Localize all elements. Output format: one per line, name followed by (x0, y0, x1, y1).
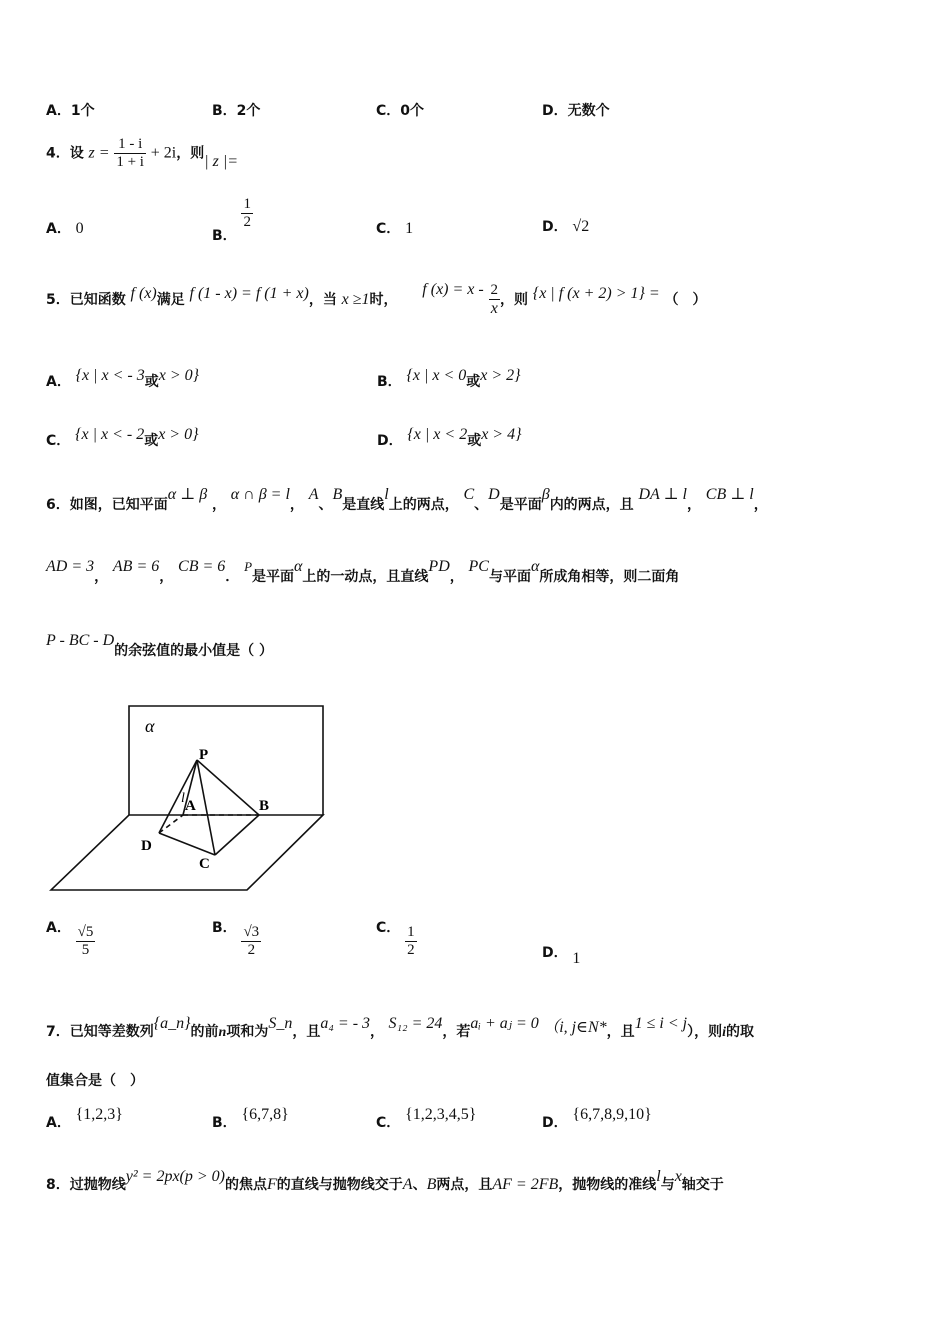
q5-option-c: C． {x | x < - 2或x > 0} (46, 426, 199, 449)
q6-line3: P - BC - D的余弦值的最小值是（ ） (46, 632, 274, 659)
q3-option-b: B．2个 (212, 103, 261, 119)
q5-fx: f (x) (130, 285, 157, 302)
edge-PD (159, 760, 197, 833)
fig-label-l: l (181, 791, 185, 806)
q4-absz: | z |= (204, 152, 239, 170)
edge-DC (159, 833, 215, 855)
q4-option-b: B． $\frac{1}{2}$ (212, 196, 251, 244)
q7-line2: 值集合是（ ） (46, 1073, 144, 1089)
fig-label-P: P (199, 747, 209, 763)
q5-fraction: $\frac{2}{x}$ (490, 282, 499, 317)
q6-option-a: A． $\frac{√5}{5}$ (46, 919, 94, 958)
q4-options (46, 196, 906, 246)
q4-option-a: A． 0 (46, 220, 84, 237)
q5-set: {x | f (x + 2) > 1} = (532, 285, 660, 302)
q6-option-b: B． $\frac{√3}{2}$ (212, 919, 260, 958)
plane-beta (51, 815, 323, 890)
fig-label-alpha: α (145, 716, 155, 736)
q4-plus: + 2i (150, 144, 177, 162)
q5-stem: 5．已知函数 f (x)满足 f (1 - x) = f (1 + x)，当 x ≥1时， f (x) = x - $\frac{2}{x}$ ，则 {x | f (x + 2) > 1} = （ ） (46, 281, 707, 317)
q4-number: 4．设 (46, 145, 84, 162)
q5-options-ab (46, 365, 906, 395)
fig-label-A: A (185, 798, 196, 814)
q6-figure (45, 700, 335, 895)
q4-stem (46, 136, 238, 171)
q6-options (46, 919, 906, 976)
q6-line1: 6．如图，已知平面α ⊥ β ， α ∩ β = l， A、B是直线l上的两点， C、D是平面β内的两点，且 DA ⊥ l， CB ⊥ l， (46, 486, 768, 513)
q5-fdef: f (x) = x - (422, 281, 484, 298)
q8-line1: 8．过抛物线y² = 2px(p > 0)的焦点F的直线与抛物线交于A、B两点，且AF = 2FB，抛物线的准线l与x轴交于 (46, 1168, 724, 1193)
q4-fraction: $\frac{1 - i}{1 + i}$ (116, 136, 144, 170)
q5-option-d: D． {x | x < 2或x > 4} (377, 426, 522, 449)
q3-option-d: D．无数个 (542, 103, 610, 119)
fig-label-B: B (259, 798, 270, 814)
q7-option-b: B． {6,7,8} (212, 1106, 289, 1131)
q4-option-c: C． 1 (376, 220, 414, 237)
plane-alpha (129, 706, 323, 815)
q5-option-b: B． {x | x < 0或x > 2} (377, 367, 521, 390)
q3-option-a: A．1个 (46, 103, 95, 119)
q7-option-d: D． {6,7,8,9,10} (542, 1106, 652, 1131)
q7-option-a: A． {1,2,3} (46, 1106, 123, 1131)
q7-line1: 7．已知等差数列{a_n}的前n项和为S_n，且a₄ = - 3， S₁₂ = 24，若aᵢ + aⱼ = 0 （i, j∈N*，且1 ≤ i < j），则i的取 (46, 1015, 754, 1040)
q5-option-a: A． {x | x < - 3或x > 0} (46, 367, 200, 390)
fig-label-C: C (199, 856, 210, 872)
q5-options-cd (46, 424, 906, 454)
q7-options (46, 1104, 906, 1134)
edge-CB (215, 815, 259, 855)
q7-option-c: C． {1,2,3,4,5} (376, 1106, 477, 1131)
q6-line2: AD = 3， AB = 6， CB = 6． P是平面α上的一动点，且直线PD， PC与平面α所成角相等，则二面角 (46, 558, 680, 585)
q4-z: z = (88, 144, 110, 162)
edge-DA-dashed (159, 815, 183, 833)
q3-option-c: C．0个 (376, 103, 425, 119)
q5-condition: x ≥1 (341, 291, 370, 308)
q5-symmetry: f (1 - x) = f (1 + x) (189, 285, 309, 302)
q6-option-c: C． $\frac{1}{2}$ (376, 919, 415, 958)
q6-option-d: D． 1 (542, 945, 581, 967)
q3-options (46, 100, 906, 122)
q4-option-d: D． √2 (542, 218, 590, 235)
fig-label-D: D (141, 838, 152, 854)
q4-then: ，则 (176, 145, 205, 162)
